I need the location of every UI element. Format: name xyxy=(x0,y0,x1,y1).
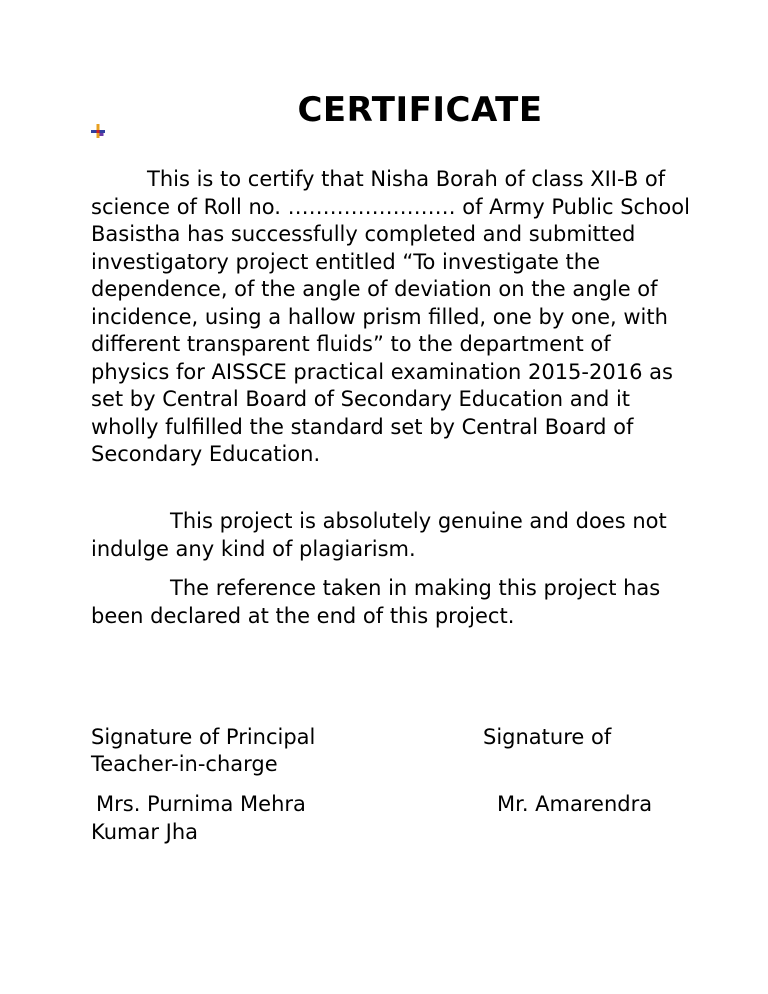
signature-teacher-label-cont: Teacher-in-charge xyxy=(91,752,278,776)
teacher-name-cont: Kumar Jha xyxy=(91,820,199,844)
certificate-paragraph-reference: The reference taken in making this project has been declared at the end of this project. xyxy=(91,576,661,628)
signature-teacher-label: Signature of xyxy=(483,725,612,749)
page-title: CERTIFICATE xyxy=(297,90,543,130)
teacher-name: Mr. Amarendra xyxy=(497,792,653,816)
principal-name: Mrs. Purnima Mehra xyxy=(96,792,306,816)
bullet-cross-icon xyxy=(90,123,106,139)
signature-principal-label: Signature of Principal xyxy=(91,725,316,749)
certificate-paragraph-main: This is to certify that Nisha Borah of class XII-B of science of Roll no. …………………… of Army Public School Basistha has successfully completed and submitted investigatory project entitled “To investigate the dependence, of the angle of deviation on the angle of incidence, using a hallow prism filled, one by one, with different transparent fluids” to the department of physics for AISSCE practical examination 2015-2016 as set by Central Board of Secondary Education and it wholly fulfilled the standard set by Central Board of Secondary Education. xyxy=(91,167,690,466)
certificate-paragraph-genuine: This project is absolutely genuine and does not indulge any kind of plagiarism. xyxy=(91,509,667,561)
